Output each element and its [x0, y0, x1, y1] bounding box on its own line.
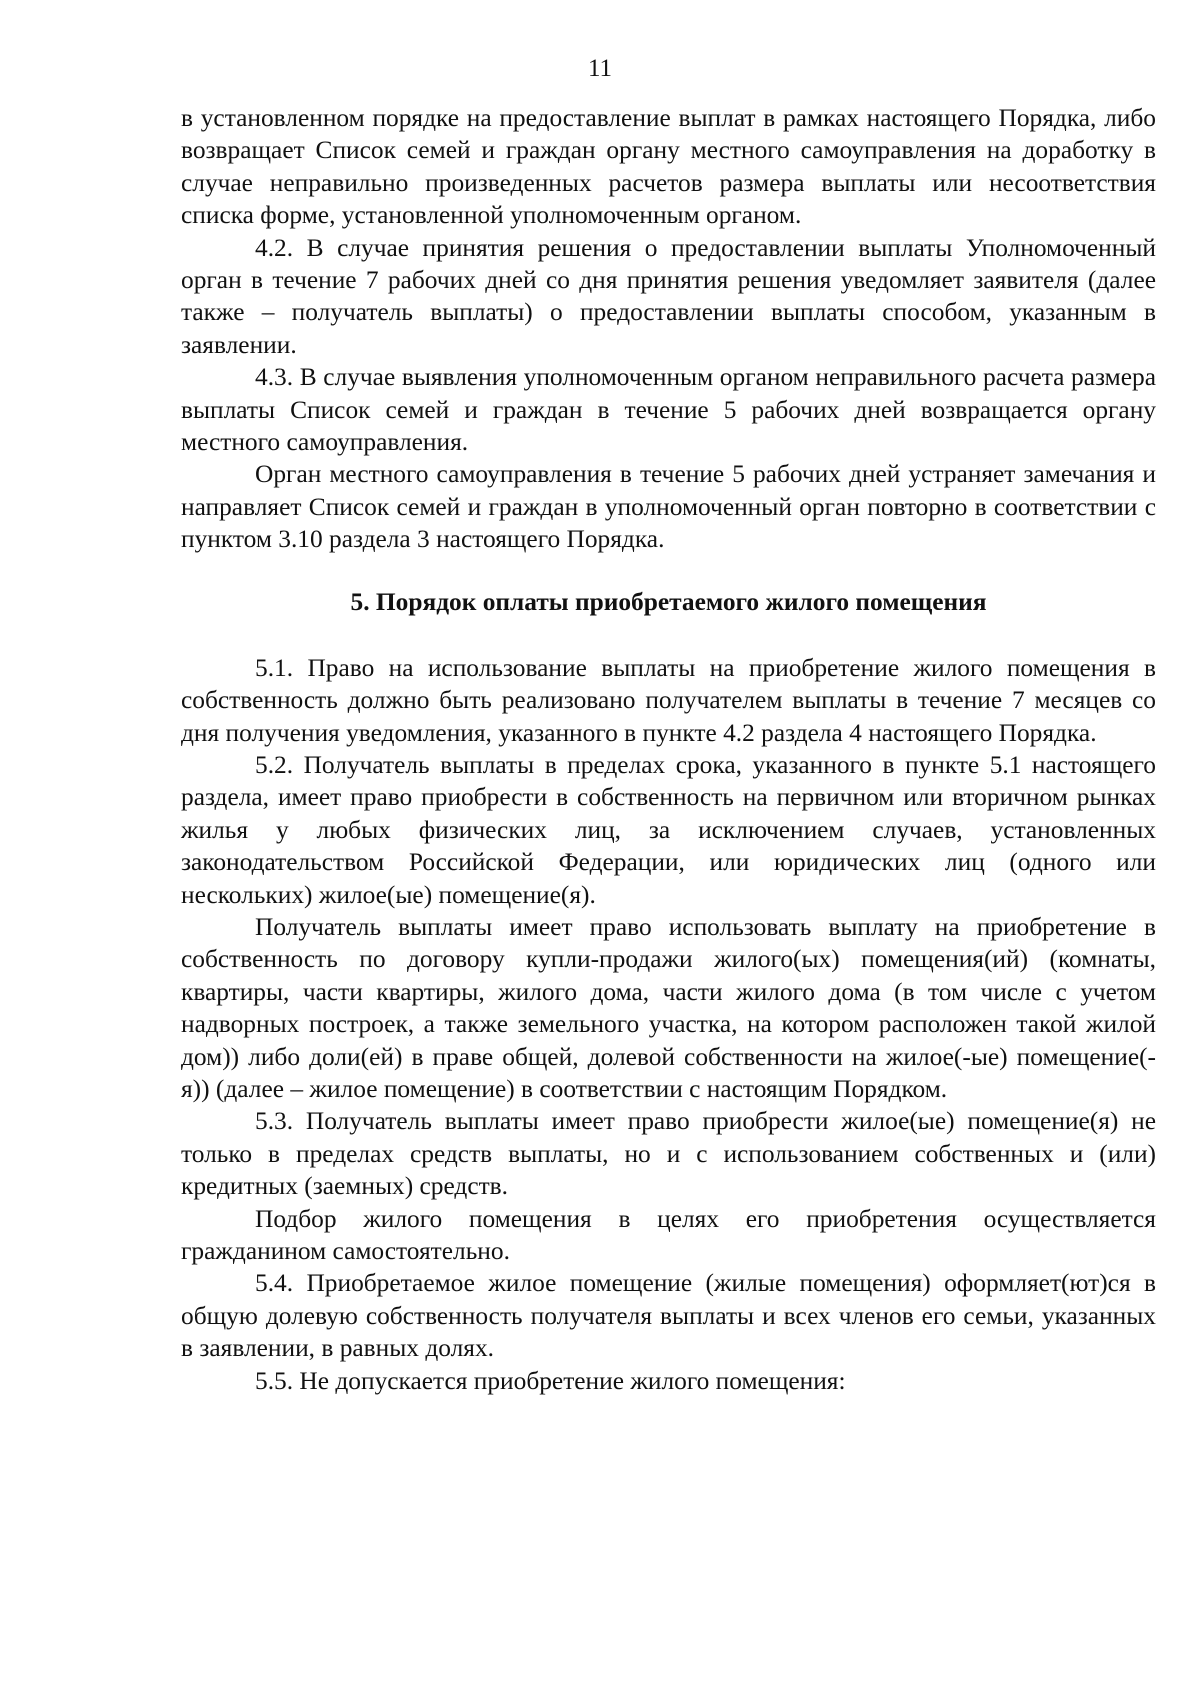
paragraph-5-4: 5.4. Приобретаемое жилое помещение (жилые помещения) оформляет(ют)ся в общую долевую собственность получателя выплаты и всех членов его семьи, указанных в заявлении, в равных долях.: [181, 1269, 1156, 1363]
document-body: [181, 102, 1156, 1397]
paragraph: Орган местного самоуправления в течение 5 рабочих дней устраняет замечания и направляет Список семей и граждан в уполномоченный орган повторно в соответствии с пунктом 3.10 раздела 3 настоящего Порядка.: [181, 460, 1156, 554]
page-number: 11: [587, 55, 613, 82]
paragraph-5-1: 5.1. Право на использование выплаты на приобретение жилого помещения в собственность должно быть реализовано получателем выплаты в течение 7 месяцев со дня получения уведомления, указанного в пункте 4.2 раздела 4 настоящего Порядка.: [181, 653, 1156, 747]
paragraph: Подбор жилого помещения в целях его приобретения осуществляется гражданином самостоятельно.: [181, 1204, 1156, 1265]
paragraph: в установленном порядке на предоставление выплат в рамках настоящего Порядка, либо возвращает Список семей и граждан органу местного самоуправления на доработку в случае неправильно произведенных расчетов размера выплаты или несоответствия списка форме, установленной уполномоченным органом.: [181, 104, 1156, 230]
section-heading: 5. Порядок оплаты приобретаемого жилого помещения: [350, 587, 987, 616]
paragraph-5-3: 5.3. Получатель выплаты имеет право приобрести жилое(ые) помещение(я) не только в пределах средств выплаты, но и с использованием собственных и (или) кредитных (заемных) средств.: [181, 1107, 1156, 1201]
paragraph-4-3: 4.3. В случае выявления уполномоченным органом неправильного расчета размера выплаты Список семей и граждан в течение 5 рабочих дней возвращается органу местного самоуправления.: [181, 363, 1156, 457]
paragraph-5-5: 5.5. Не допускается приобретение жилого помещения:: [255, 1366, 846, 1395]
paragraph-5-2: 5.2. Получатель выплаты в пределах срока, указанного в пункте 5.1 настоящего раздела, имеет право приобрести в собственность на первичном или вторичном рынках жилья у любых физических лиц, за исключением случаев, установленных законодательством Российской Федерации, или юридических лиц (одного или нескольких) жилое(ые) помещение(я).: [181, 750, 1156, 909]
paragraph-4-2: 4.2. В случае принятия решения о предоставлении выплаты Уполномоченный орган в течение 7 рабочих дней со дня принятия решения уведомляет заявителя (далее также – получатель выплаты) о предоставлении выплаты способом, указанным в заявлении.: [181, 233, 1156, 359]
paragraph: Получатель выплаты имеет право использовать выплату на приобретение в собственность по договору купли-продажи жилого(ых) помещения(ий) (комнаты, квартиры, части квартиры, жилого дома, части жилого дома (в том числе с учетом надворных построек, а также земельного участка, на котором расположен такой жилой дом)) либо доли(ей) в праве общей, долевой собственности на жилое(-ые) помещение(-я)) (далее – жилое помещение) в соответствии с настоящим Порядком.: [181, 912, 1156, 1103]
